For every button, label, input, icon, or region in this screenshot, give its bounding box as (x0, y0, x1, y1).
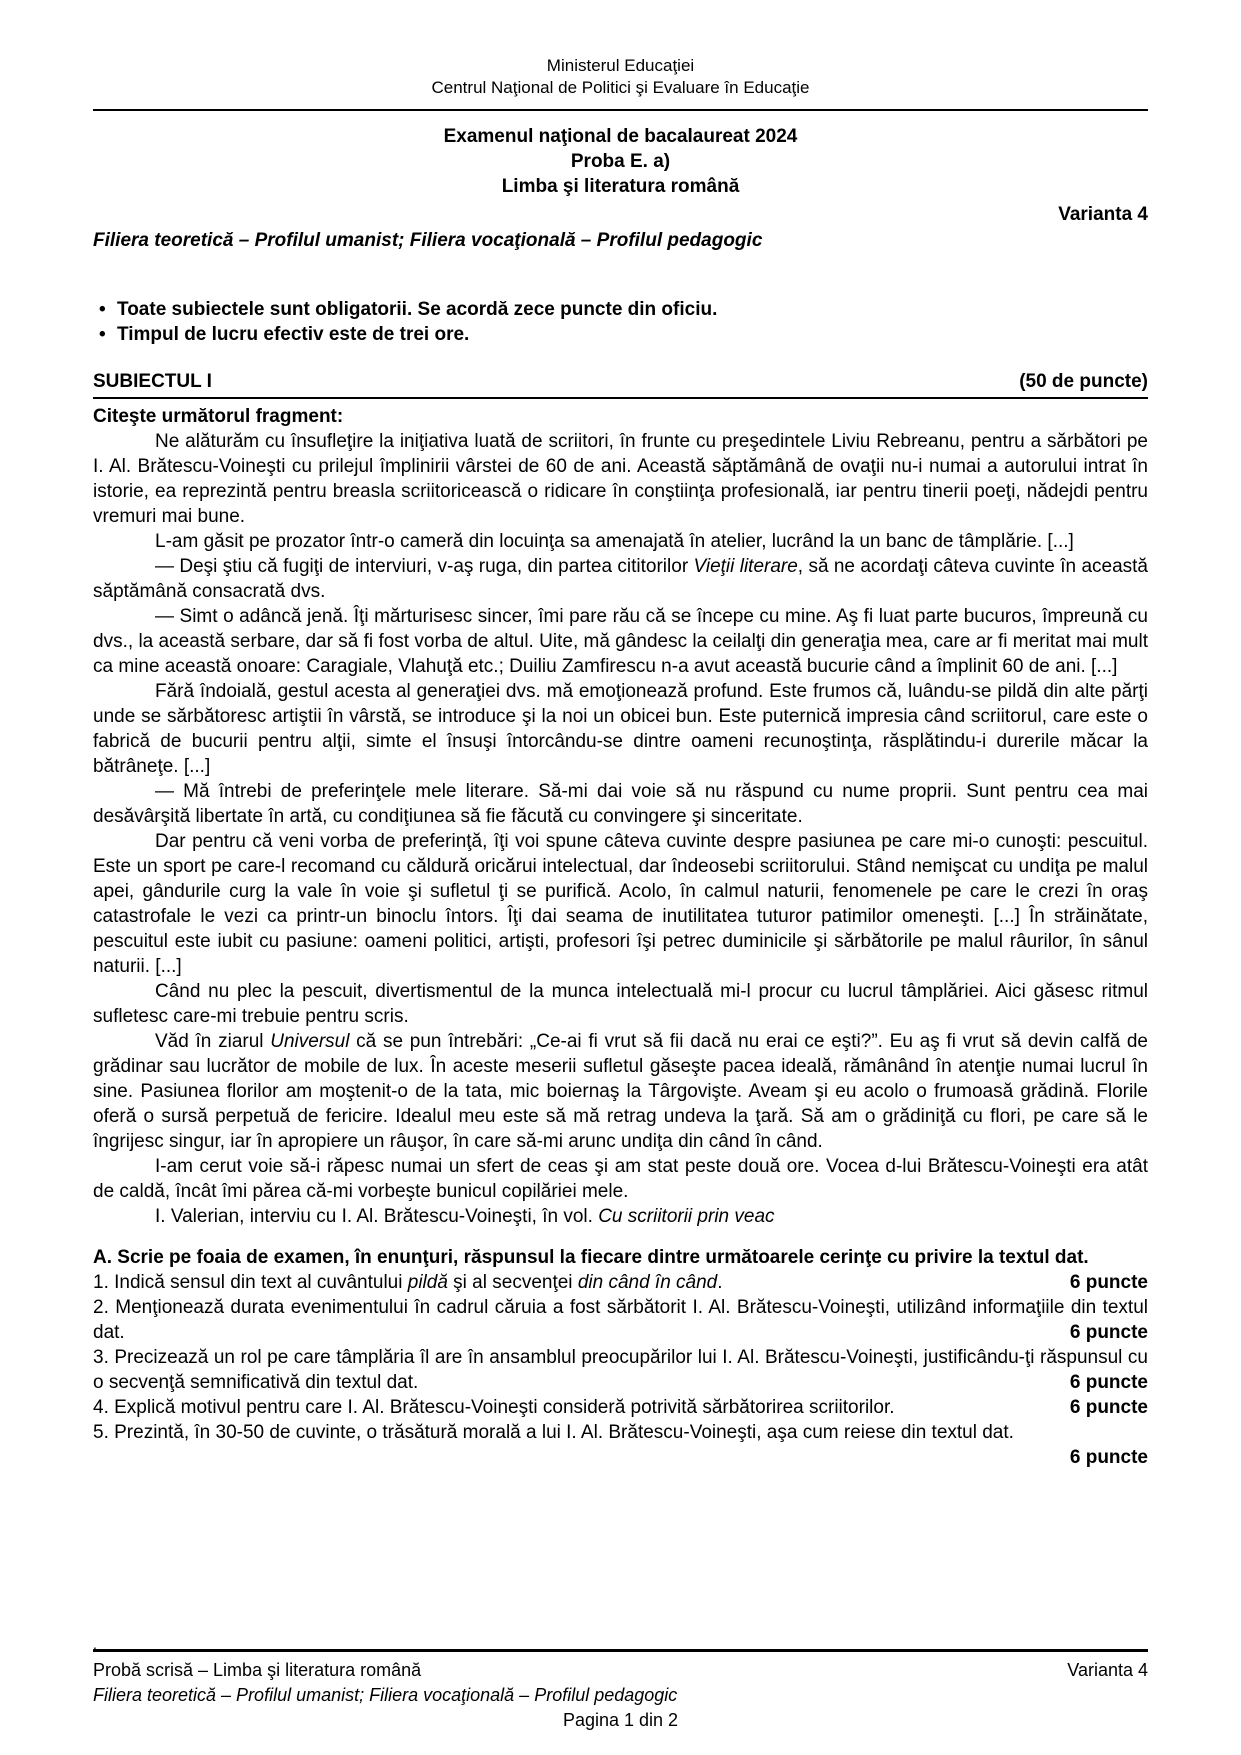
subject1-label: SUBIECTUL I (93, 371, 212, 392)
requirement-points: 6 puncte (1069, 1372, 1148, 1393)
footer-exam-label: Probă scrisă – Limba şi literatura română (93, 1660, 422, 1680)
requirement-item (93, 1295, 1148, 1345)
requirement-points: 6 puncte (1069, 1397, 1148, 1418)
requirement-item (93, 1395, 1148, 1420)
subject-title: Limba şi literatura română (501, 176, 740, 197)
fragment-paragraph: Dar pentru că veni vorba de preferinţă, îţi voi spune câteva cuvinte despre pasiunea pe care mi-o cunoşti: pescuitul. Este un sport pe care-l recomand cu căldură oricărui intelectual, dar îndeosebi scriitorului. Stând nemişcat cu undiţa pe malul apei, gândurile curg la vale în voie şi sufletul ţi se purifică. Acolo, în calmul naturii, fenomenele pe care le crezi în oraş catastrofale le vezi ca printr-un binoclu întors. Îţi dai seama de inutilitatea tuturor patimilor omeneşti. [...] În străinătate, pescuitul este iubit cu pasiune: oameni politici, artişti, profesori îşi petrec duminicile şi sărbătorile pe malul râurilor, în sânul naturii. [...] (93, 831, 1148, 977)
fragment-paragraph: I-am cerut voie să-i răpesc numai un sfert de ceas şi am stat peste două ore. Vocea d-lui Brătescu-Voineşti era atât de caldă, încât îmi părea că-mi vorbeşte bunicul copilăriei mele. (93, 1156, 1148, 1202)
footer-divider (93, 1649, 1148, 1652)
footer-row (93, 1658, 1148, 1683)
requirement-item (93, 1270, 1148, 1295)
variant-label: Varianta 4 (1058, 204, 1148, 225)
fragment-paragraph: — Simt o adâncă jenă. Îţi mărturisesc sincer, îmi pare rău că se începe cu mine. Aş fi luat parte bucuros, împreună cu dvs., la această serbare, dar să fi fost vorba de altul. Uite, mă gândesc la ceilalţi din generaţia mea, care ar fi meritat mai mult ca mine această onoare: Caragiale, Vlahuţă etc.; Duiliu Zamfirescu n-a avut această bucurie când a împlinit 60 de ani. [...] (93, 606, 1148, 677)
fragment-instruction: Citeşte următorul fragment: (93, 406, 344, 427)
fragment-paragraph: Ne alăturăm cu însufleţire la iniţiativa luată de scriitori, în frunte cu preşedintele Liviu Rebreanu, pentru a sărbători pe I. Al. Brătescu-Voineşti cu prilejul împlinirii vârstei de 60 de ani. Această săptămână de ovaţii nu-i numai a autorului intrat în istorie, ea reprezintă pentru breasla scriitoricească o ridicare în conştiinţa profesională, iar pentru tinerii poeţi, nădejdi pentru vremuri mai bune. (93, 431, 1148, 527)
fragment-paragraph: — Deşi ştiu că fugiţi de interviuri, v-aş ruga, din partea cititorilor Vieţii literare, să ne acordaţi câteva cuvinte în această săptămână consacrată dvs. (93, 556, 1148, 602)
footer-page-number: Pagina 1 din 2 (562, 1710, 679, 1730)
requirement-points: 6 puncte (1069, 1447, 1148, 1468)
requirement-text: 3. Precizează un rol pe care tâmplăria îl are în ansamblul preocupărilor lui I. Al. Brătescu-Voineşti, justificându-ţi răspunsul cu o secvenţă semnificativă din textul dat. (93, 1347, 1148, 1393)
fragment-paragraph: Fără îndoială, gestul acesta al generaţiei dvs. mă emoţionează profund. Este frumos că, luându-se pildă din alte părţi unde se sărbătoresc artiştii în vârstă, se introduce şi la noi un obicei bun. Este puternică impresia când scriitorul, care este o fabrică de bucurii pentru alţii, simte el însuşi întorcându-se dintre oameni recunoştinţa, răsplătindu-i durerile măcar la bătrâneţe. [...] (93, 681, 1148, 777)
title-block (93, 124, 1148, 199)
track-line: Filiera teoretică – Profilul umanist; Filiera vocaţională – Profilul pedagogic (93, 230, 763, 251)
document-header (93, 55, 1148, 111)
requirement-item (93, 1420, 1148, 1470)
fragment-text (93, 429, 1148, 1229)
subject1-points: (50 de puncte) (1019, 371, 1148, 392)
requirement-points: 6 puncte (1069, 1322, 1148, 1343)
fragment-paragraph: Văd în ziarul Universul că se pun întrebări: „Ce-ai fi vrut să fii dacă nu erai ce eşti?”. Eu aş fi vrut să devin calfă de grădinar sau lucrător de mobile de lux. În aceste meserii sufletul găseşte pacea ideală, rămânând în atenţie numai lucrul în sine. Pasiunea florilor am moştenit-o de la tata, mic boiernaş la Târgovişte. Aveam şi eu acolo o frumoasă grădină. Florile oferă o sursă perpetuă de fericire. Idealul meu este să mă retrag undeva la ţară. Să am o grădiniţă cu flori, pe care să le îngrijesc singur, iar în apropiere un râuşor, în care să-mi arunc undiţa din când în când. (93, 1031, 1148, 1152)
part-a-intro: A. Scrie pe foaia de examen, în enunţuri, răspunsul la fiecare dintre următoarele cerinţe cu privire la textul dat. (93, 1247, 1089, 1268)
fragment-paragraph: L-am găsit pe prozator într-o cameră din locuinţa sa amenajată în atelier, lucrând la un banc de tâmplărie. [...] (155, 531, 1074, 552)
fragment-paragraph: Când nu plec la pescuit, divertismentul de la munca intelectuală mi-l procur cu lucrul tâmplăriei. Aici găsesc ritmul sufletesc care-mi trebuie pentru scris. (93, 981, 1148, 1027)
note-item: • Timpul de lucru efectiv este de trei ore. (93, 322, 1148, 347)
requirement-text: 4. Explică motivul pentru care I. Al. Brătescu-Voineşti consideră potrivită sărbătorirea scriitorilor. (93, 1397, 895, 1418)
requirement-text: 5. Prezintă, în 30-50 de cuvinte, o trăsătură morală a lui I. Al. Brătescu-Voineşti, aşa cum reiese din textul dat. (93, 1422, 1014, 1443)
subject1-header (93, 369, 1148, 399)
ministry-line: Ministerul Educaţiei (546, 56, 695, 75)
requirement-text: 2. Menţionează durata evenimentului în cadrul căruia a fost sărbătorit I. Al. Brătescu-Voineşti, utilizând informaţiile din textul dat. (93, 1297, 1148, 1343)
probe-line: Proba E. a) (570, 151, 671, 172)
exam-title: Examenul naţional de bacalaureat 2024 (443, 126, 798, 147)
requirement-points: 6 puncte (1069, 1272, 1148, 1293)
national-center-line: Centrul Naţional de Politici şi Evaluare în Educaţie (431, 78, 810, 97)
part-a-requirements (93, 1270, 1148, 1470)
requirement-item (93, 1345, 1148, 1395)
footer-track-line: Filiera teoretică – Profilul umanist; Filiera vocaţională – Profilul pedagogic (93, 1685, 678, 1705)
fragment-paragraph: — Mă întrebi de preferinţele mele literare. Să-mi dai voie să nu răspund cu nume proprii. Sunt pentru cea mai desăvârşită libertate în artă, cu condiţiunea să fie făcută cu convingere şi sinceritate. (93, 781, 1148, 827)
general-notes (93, 297, 1148, 347)
footer-dot: . (93, 1636, 97, 1652)
note-item: • Toate subiectele sunt obligatorii. Se acordă zece puncte din oficiu. (93, 297, 1148, 322)
footer-variant-label: Varianta 4 (1067, 1660, 1148, 1680)
document-footer (93, 1636, 1148, 1733)
requirement-text: 1. Indică sensul din text al cuvântului pildă şi al secvenţei din când în când. (93, 1272, 723, 1293)
fragment-attribution: I. Valerian, interviu cu I. Al. Brătescu-Voineşti, în vol. Cu scriitorii prin veac (155, 1206, 775, 1227)
